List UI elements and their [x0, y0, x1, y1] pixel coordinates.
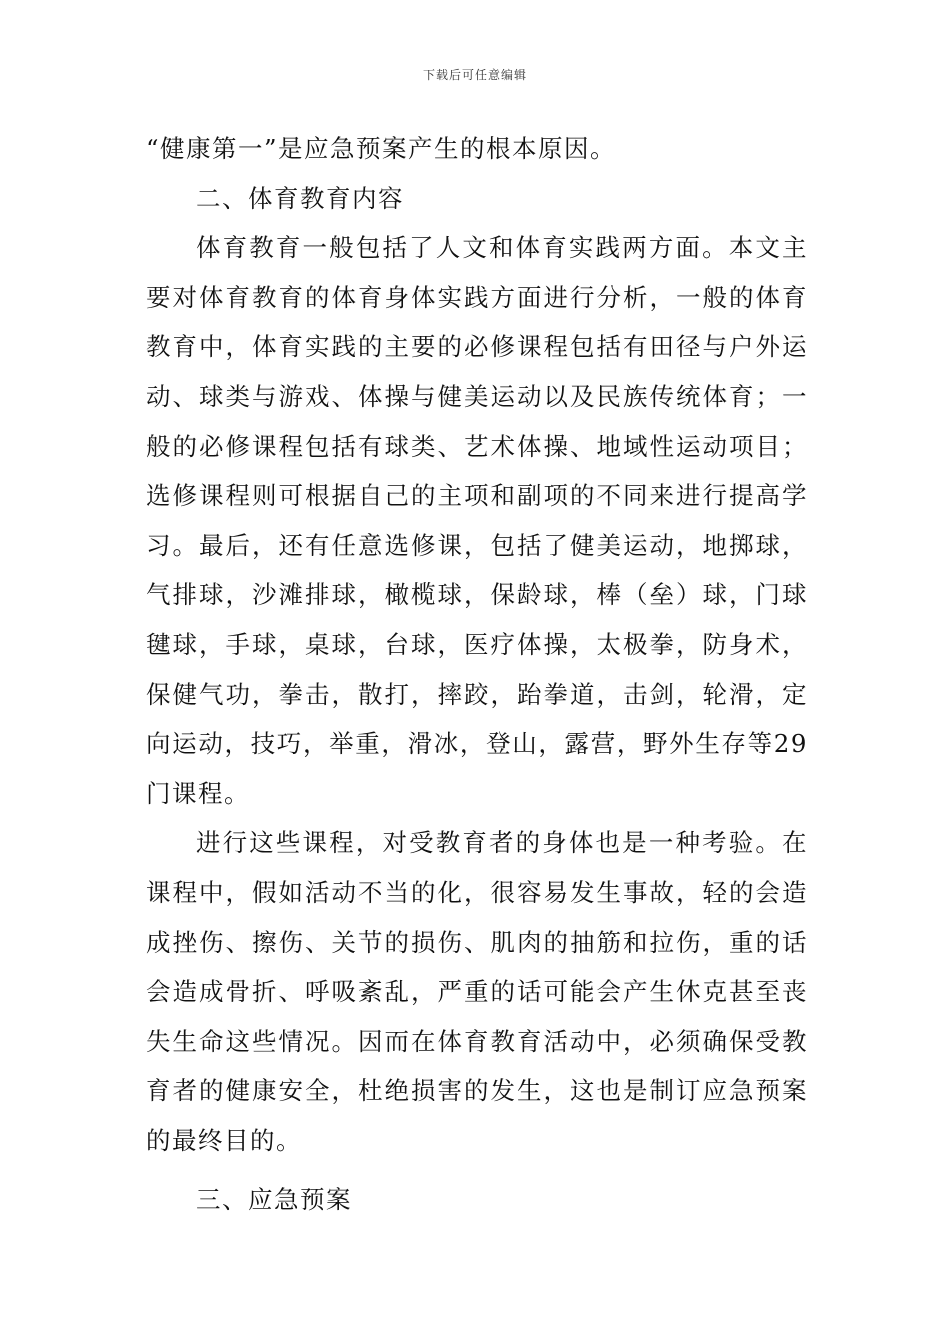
section-heading-2: 二、体育教育内容 — [196, 183, 404, 213]
section-heading-3: 三、应急预案 — [196, 1185, 352, 1215]
page-header-note: 下载后可任意编辑 — [422, 68, 527, 82]
document-body — [146, 124, 808, 1225]
paragraph-course-risks: 进行这些课程，对受教育者的身体也是一种考验。在课程中，假如活动不当的化，很容易发生事故，轻的会造成挫伤、擦伤、关节的损伤、肌肉的抽筋和拉伤，重的话会造成骨折、呼吸紊乱，严重的话可能会产生休克甚至丧失生命这些情况。因而在体育教育活动中，必须确保受教育者的健康安全，杜绝损害的发生，这也是制订应急预案的最终目的。 — [146, 828, 808, 1155]
paragraph-education-content: 体育教育一般包括了人文和体育实践两方面。本文主要对体育教育的体育身体实践方面进行分析，一般的体育教育中，体育实践的主要的必修课程包括有田径与户外运动、球类与游戏、体操与健美运动以及民族传统体育；一般的必修课程包括有球类、艺术体操、地域性运动项目；选修课程则可根据自己的主项和副项的不同来进行提高学习。最后，还有任意选修课，包括了健美运动，地掷球，气排球，沙滩排球，橄榄球，保龄球，棒（垒）球，门球毽球，手球，桌球，台球，医疗体操，太极拳，防身术，保健气功，拳击，散打，摔跤，跆拳道，击剑，轮滑，定向运动，技巧，举重，滑冰，登山，露营，野外生存等29门课程。 — [146, 233, 808, 808]
paragraph-continuation: “健康第一”是应急预案产生的根本原因。 — [146, 134, 617, 163]
